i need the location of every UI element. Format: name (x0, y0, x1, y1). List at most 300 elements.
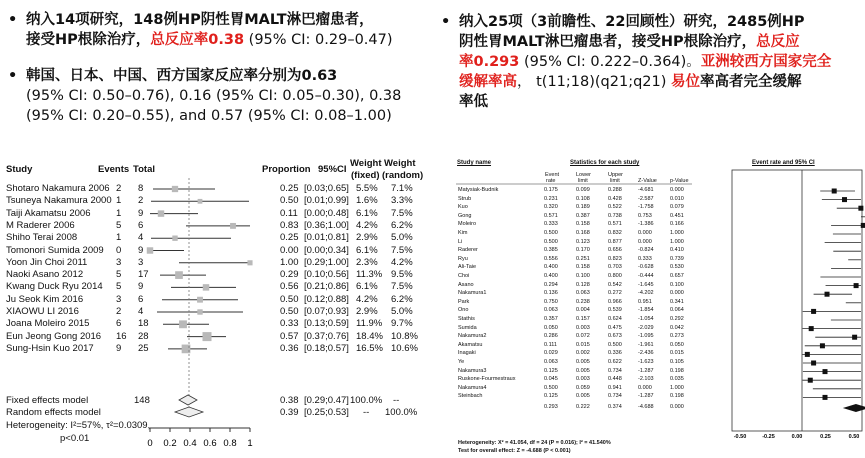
study-name: Ye (458, 359, 465, 365)
column-header-weight-fixed: Weight (350, 158, 382, 169)
z-value: -1.095 (638, 333, 654, 340)
study-name: Li (458, 238, 463, 245)
z-value: -2.103 (638, 376, 654, 383)
study-name: Gong (458, 212, 472, 219)
column-header-weight-random: Weight (384, 158, 416, 169)
total-value: 8 (138, 183, 144, 194)
upper-limit-value: 0.622 (608, 359, 622, 365)
x-tick-label: -0.25 (762, 434, 775, 440)
weight-random-value: 7.5% (391, 207, 413, 219)
p-value: 0.341 (670, 298, 684, 305)
total-value: 2 (138, 195, 144, 207)
column-header-study: Study (6, 164, 33, 175)
column-header-event-rate-ci: Event rate and 95% CI (752, 160, 815, 166)
point-estimate-square (175, 271, 183, 279)
lower-limit-value: 0.387 (576, 212, 590, 219)
point-estimate-square (820, 343, 825, 348)
study-name: Kwang Duck Ryu 2014 (6, 281, 103, 293)
study-name: Ryu (458, 255, 468, 262)
heterogeneity-text: Heterogeneity: X² = 41.054, df = 24 (P = 0.016); I² = 41.540% (458, 440, 611, 446)
x-tick-label: -0.50 (733, 434, 747, 440)
weight-fixed-value: 5.5% (356, 183, 378, 194)
heterogeneity-line-1: Heterogeneity: I²=57%, τ²=0.0309, (6, 420, 151, 431)
z-value: -0.824 (638, 247, 654, 254)
lower-limit-value: 0.005 (576, 393, 590, 400)
weight-fixed-value: 2.9% (356, 232, 378, 244)
proportion-value: 0.11 (280, 207, 298, 219)
point-estimate-square (852, 335, 857, 340)
ci-value: [0.13;0.59] (304, 318, 349, 330)
event-rate-value: 0.385 (544, 247, 558, 254)
upper-limit-value: 0.539 (608, 307, 622, 314)
z-value: -4.202 (638, 290, 654, 297)
weight-random-value: 7.5% (391, 244, 413, 256)
text-span: 率高者完全缓解 (700, 74, 802, 90)
z-value: -2.029 (638, 324, 654, 331)
event-rate-value: 0.333 (544, 221, 558, 228)
event-rate-value: 0.294 (544, 281, 558, 288)
proportion-value: 0.33 (280, 318, 299, 330)
column-header-ci: 95%CI (318, 164, 347, 175)
point-estimate-square (823, 395, 828, 400)
right-forest-plot (452, 150, 865, 458)
fixed-effects-weight-fixed: 100.0% (350, 395, 383, 406)
point-estimate-square (854, 283, 859, 288)
weight-fixed-value: 1.6% (356, 195, 378, 207)
event-rate-value: 0.320 (544, 204, 558, 211)
proportion-value: 0.50 (280, 195, 299, 207)
event-rate-value: 0.357 (544, 316, 558, 322)
z-value: -1.054 (638, 316, 654, 322)
study-name: Naoki Asano 2012 (6, 269, 84, 281)
event-rate-value: 0.125 (544, 393, 558, 400)
weight-fixed-value: 11.9% (356, 318, 383, 330)
z-value: 0.000 (638, 230, 652, 236)
study-name: Nakamura3 (458, 367, 487, 374)
upper-limit-value: 0.448 (608, 376, 622, 383)
point-estimate-square (172, 186, 178, 192)
lower-limit-value: 0.005 (576, 359, 590, 365)
column-header-weight-fixed-sub: (fixed) (351, 170, 380, 181)
p-value: 0.050 (670, 341, 684, 348)
column-header-study-name: Study name (457, 160, 492, 166)
z-value: -2.436 (638, 350, 654, 357)
lower-limit-value: 0.003 (576, 376, 590, 383)
total-value: 17 (138, 269, 149, 281)
weight-fixed-value: 18.4% (356, 330, 383, 342)
p-value: 0.079 (670, 204, 684, 211)
column-header-lower-sub: limit (578, 178, 588, 184)
total-value: 9 (138, 244, 144, 256)
point-estimate-square (842, 197, 847, 202)
ci-value: [0.00;0.34] (304, 244, 349, 256)
study-name: Nakamura4 (458, 384, 487, 391)
weight-fixed-value: 6.1% (356, 281, 378, 293)
event-rate-value: 0.500 (544, 384, 558, 391)
study-name: Choi (458, 273, 470, 279)
highlight-span: 总反应率0.38 (150, 32, 245, 48)
events-value: 3 (116, 256, 122, 268)
left-bullet-2-line-2: (95% CI: 0.50–0.76), 0.16 (95% CI: 0.05–0.30), 0.38 (26, 88, 402, 104)
lower-limit-value: 0.170 (576, 247, 590, 254)
upper-limit-value: 0.966 (608, 298, 622, 305)
point-estimate-square (861, 223, 865, 228)
study-name: Park (458, 298, 470, 305)
z-value: 0.000 (638, 384, 652, 391)
lower-limit-value: 0.015 (576, 341, 590, 348)
proportion-value: 0.83 (280, 219, 299, 231)
study-name: Ali-Taie (458, 264, 477, 271)
proportion-value: 0.00 (280, 244, 299, 256)
upper-limit-value: 0.336 (608, 350, 622, 357)
p-value: 1.000 (670, 230, 684, 236)
x-tick-label: 0.25 (820, 434, 831, 440)
upper-limit-value: 0.832 (608, 230, 622, 236)
study-name: Matysiak-Budnik (458, 187, 499, 193)
upper-limit-value: 0.288 (608, 187, 622, 193)
overall-effect-text: Test for overall effect: Z = -4.688 (P < 0.001) (458, 448, 571, 454)
study-name: Ju Seok Kim 2016 (6, 293, 84, 305)
p-value: 0.105 (670, 359, 684, 365)
p-value: 0.100 (670, 281, 684, 288)
events-value: 6 (116, 318, 122, 330)
event-rate-value: 0.500 (544, 230, 558, 236)
proportion-value: 0.36 (280, 342, 299, 354)
p-value: 0.000 (670, 187, 684, 193)
point-estimate-square (811, 309, 816, 314)
point-estimate-square (808, 378, 813, 383)
plot-frame (732, 170, 862, 431)
column-header-event-rate: Event (545, 172, 560, 178)
lower-limit-value: 0.005 (576, 367, 590, 374)
right-bullet-line-2 (459, 32, 831, 52)
point-estimate-square (832, 189, 837, 194)
x-tick-label: 0.8 (223, 438, 237, 449)
events-value: 1 (116, 232, 122, 244)
events-value: 0 (116, 244, 122, 256)
p-value: 0.273 (670, 333, 684, 340)
events-value: 5 (116, 219, 122, 231)
upper-limit-value: 0.941 (608, 384, 622, 391)
event-rate-value: 0.750 (544, 298, 558, 305)
event-rate-value: 0.063 (544, 307, 558, 314)
ci-value: [0.00;0.48] (304, 207, 349, 219)
proportion-value: 0.29 (280, 269, 299, 281)
study-name: Kuo (458, 204, 468, 211)
z-value: -1.645 (638, 281, 654, 288)
text-span: (95% CI: 0.222–0.364)。 (519, 54, 701, 70)
ci-value: [0.03;0.65] (304, 183, 349, 194)
events-value: 5 (116, 269, 122, 281)
summary-event-rate: 0.293 (544, 404, 558, 410)
point-estimate-square (197, 297, 203, 303)
event-rate-value: 0.556 (544, 255, 558, 262)
weight-random-value: 9.7% (391, 318, 413, 330)
total-value: 4 (138, 306, 144, 317)
p-value: 0.530 (670, 264, 684, 271)
column-header-statistics: Statistics for each study (570, 160, 640, 166)
proportion-value: 0.50 (280, 306, 299, 317)
lower-limit-value: 0.003 (576, 324, 590, 331)
proportion-value: 0.56 (280, 281, 299, 293)
proportion-value: 0.50 (280, 293, 299, 305)
ci-value: [0.37;0.76] (304, 330, 349, 342)
weight-random-value: 7.5% (391, 281, 413, 293)
fixed-effect-diamond (179, 395, 197, 405)
p-value: 0.410 (670, 247, 684, 254)
column-header-weight-random-sub: (random) (382, 170, 424, 181)
study-name: Nakamura2 (458, 333, 487, 340)
p-value: 1.000 (670, 384, 684, 391)
p-value: 0.064 (670, 307, 684, 314)
p-value: 1.000 (670, 238, 684, 245)
upper-limit-value: 0.734 (608, 367, 622, 374)
random-effects-ci: [0.25;0.53] (304, 407, 349, 418)
event-rate-value: 0.400 (544, 273, 558, 279)
events-value: 16 (116, 330, 127, 342)
event-rate-value: 0.045 (544, 376, 558, 383)
study-name: Shotaro Nakamura 2006 (6, 183, 110, 194)
x-tick-label: 0.2 (163, 438, 177, 449)
weight-random-value: 6.2% (391, 219, 413, 231)
summary-p: 0.000 (670, 404, 684, 410)
fixed-effects-label: Fixed effects model (6, 395, 89, 406)
lower-limit-value: 0.108 (576, 195, 590, 202)
study-name: Shiho Terai 2008 (6, 232, 78, 244)
events-value: 1 (116, 195, 122, 207)
ci-value: [0.01;0.99] (304, 195, 349, 207)
left-bullet-1 (8, 10, 393, 50)
column-header-events: Events (98, 164, 130, 175)
x-tick-label: 0.50 (848, 434, 860, 440)
study-name: Raderer (458, 247, 478, 254)
event-rate-value: 0.231 (544, 195, 558, 202)
upper-limit-value: 0.656 (608, 247, 622, 254)
left-bullet-2 (8, 66, 402, 126)
p-value: 0.198 (670, 393, 684, 400)
study-name: Yoon Jin Choi 2011 (6, 256, 88, 268)
right-bullet-line-5: 率低 (459, 94, 488, 110)
point-estimate-square (809, 326, 814, 331)
lower-limit-value: 0.128 (576, 281, 590, 288)
lower-limit-value: 0.157 (576, 316, 590, 322)
study-name: Moleiro (458, 221, 477, 228)
z-value: -1.758 (638, 204, 654, 211)
p-value: 0.451 (670, 212, 684, 219)
bullet-dot: • (8, 12, 18, 28)
column-header-upper-sub: limit (610, 178, 620, 184)
lower-limit-value: 0.168 (576, 230, 590, 236)
proportion-value: 0.25 (280, 183, 299, 194)
study-name: Stathis (458, 316, 475, 322)
lower-limit-value: 0.063 (576, 290, 590, 297)
proportion-value: 0.57 (280, 330, 299, 342)
x-tick-label: 0 (147, 438, 153, 449)
x-tick-label: 0.4 (183, 438, 197, 449)
z-value: -1.623 (638, 359, 654, 365)
ci-value: [0.01;0.81] (304, 232, 349, 244)
study-name: Steinbach (458, 393, 483, 400)
ci-value: [0.10;0.56] (304, 269, 349, 281)
study-name: Ono (458, 307, 469, 314)
column-header-z-value: Z-Value (638, 178, 657, 184)
upper-limit-value: 0.800 (608, 273, 622, 279)
total-value: 18 (138, 318, 149, 330)
z-value: -0.444 (638, 273, 654, 279)
events-value: 3 (116, 293, 122, 305)
ci-value: [0.21;0.86] (304, 281, 349, 293)
p-value: 0.292 (670, 316, 684, 322)
ci-value: [0.29;1.00] (304, 256, 349, 268)
study-name: Nakamura1 (458, 290, 487, 297)
study-name: Tomonori Sumida 2009 (6, 244, 104, 256)
summary-z: -4.688 (638, 404, 654, 410)
total-value: 25 (138, 342, 149, 354)
weight-fixed-value: 11.3% (356, 269, 383, 281)
lower-limit-value: 0.251 (576, 255, 590, 262)
study-name: Inagaki (458, 350, 476, 357)
column-header-proportion: Proportion (262, 164, 311, 175)
point-estimate-square (811, 361, 816, 366)
text-span: 接受HP根除治疗， (26, 32, 151, 48)
study-name: Joana Moleiro 2015 (6, 318, 90, 330)
lower-limit-value: 0.004 (576, 307, 590, 314)
event-rate-value: 0.111 (544, 341, 557, 348)
point-estimate-square (202, 332, 211, 341)
event-rate-value: 0.571 (544, 212, 558, 219)
ci-value: [0.12;0.88] (304, 293, 349, 305)
weight-fixed-value: 6.1% (356, 207, 378, 219)
events-value: 2 (116, 306, 122, 317)
upper-limit-value: 0.475 (608, 324, 622, 331)
ci-value: [0.18;0.57] (304, 342, 349, 354)
study-name: Tsuneya Nakamura 2000 (6, 195, 112, 207)
highlight-span: 缓解率高 (459, 74, 517, 90)
event-rate-value: 0.286 (544, 333, 558, 340)
weight-random-value: 10.6% (391, 342, 418, 354)
lower-limit-value: 0.002 (576, 350, 590, 357)
study-name: M Raderer 2006 (6, 219, 75, 231)
z-value: -1.386 (638, 221, 654, 228)
study-name: Eun Jeong Gong 2016 (6, 330, 102, 342)
z-value: 0.753 (638, 212, 652, 219)
z-value: -1.854 (638, 307, 654, 314)
x-tick-label: 0.6 (203, 438, 217, 449)
text-span: ， t(11;18)(q21;q21) (517, 74, 672, 90)
z-value: -1.961 (638, 341, 654, 348)
study-name: Strub (458, 195, 472, 202)
point-estimate-square (247, 260, 252, 265)
point-estimate-square (197, 309, 202, 314)
weight-random-value: 6.2% (391, 293, 413, 305)
column-header-total: Total (133, 164, 155, 175)
point-estimate-square (158, 210, 164, 216)
summary-upper: 0.374 (608, 404, 622, 410)
fixed-effects-weight-random: -- (393, 395, 400, 406)
column-header-lower: Lower (576, 172, 591, 178)
z-value: 0.000 (638, 238, 652, 245)
p-value: 0.739 (670, 255, 684, 262)
lower-limit-value: 0.059 (576, 384, 590, 391)
left-bullet-2-line-3: (95% CI: 0.20–0.55), and 0.57 (95% CI: 0.08–1.00) (26, 108, 392, 124)
events-value: 2 (116, 183, 122, 194)
bullet-dot: • (8, 68, 18, 84)
events-value: 9 (116, 342, 122, 354)
fixed-effects-total: 148 (134, 395, 150, 406)
z-value: -4.681 (638, 187, 654, 193)
lower-limit-value: 0.158 (576, 264, 590, 271)
lower-limit-value: 0.189 (576, 204, 590, 211)
proportion-value: 0.25 (280, 232, 299, 244)
x-tick-label: 1 (247, 438, 253, 449)
text-span: (95% CI: 0.29–0.47) (244, 32, 393, 48)
total-value: 6 (138, 219, 144, 231)
lower-limit-value: 0.099 (576, 187, 590, 193)
weight-random-value: 10.8% (391, 330, 418, 342)
study-name: XIAOWU LI 2016 (6, 306, 79, 317)
weight-random-value: 9.5% (391, 269, 413, 281)
weight-fixed-value: 16.5% (356, 342, 383, 354)
upper-limit-value: 0.738 (608, 212, 622, 219)
z-value: -2.587 (638, 195, 654, 202)
lower-limit-value: 0.158 (576, 221, 590, 228)
random-effects-weight-fixed: -- (363, 407, 370, 418)
weight-fixed-value: 2.9% (356, 306, 378, 317)
summary-lower: 0.222 (576, 404, 590, 410)
right-forest-graph (452, 150, 865, 458)
point-estimate-square (147, 247, 153, 253)
weight-fixed-value: 4.2% (356, 293, 378, 305)
fixed-effects-proportion: 0.38 (280, 395, 299, 406)
random-effects-proportion: 0.39 (280, 407, 299, 418)
z-value: 0.333 (638, 255, 652, 262)
weight-random-value: 4.2% (391, 256, 413, 268)
study-name: Sung-Hsin Kuo 2017 (6, 342, 94, 354)
x-tick-label: 0.00 (791, 434, 803, 440)
right-bullet-line-4 (459, 72, 831, 92)
weight-random-value: 5.0% (391, 306, 413, 317)
p-value: 0.166 (670, 221, 684, 228)
p-value: 0.010 (670, 195, 684, 202)
proportion-value: 1.00 (280, 256, 299, 268)
bullet-dot: • (441, 14, 451, 30)
study-name: Akamatsu (458, 341, 483, 348)
point-estimate-square (823, 369, 828, 374)
z-value: -0.628 (638, 264, 654, 271)
event-rate-value: 0.050 (544, 324, 558, 331)
study-name: Sumida (458, 324, 477, 331)
upper-limit-value: 0.542 (608, 281, 622, 288)
event-rate-value: 0.136 (544, 290, 558, 297)
total-value: 9 (138, 281, 144, 293)
upper-limit-value: 0.624 (608, 316, 622, 322)
left-bullet-2-line-1: 韩国、日本、中国、西方国家反应率分别为0.63 (26, 68, 338, 84)
event-rate-value: 0.125 (544, 367, 558, 374)
highlight-span: 总反应 (756, 34, 800, 50)
study-name: Kim (458, 230, 468, 236)
column-header-event-rate-sub: rate (546, 178, 556, 184)
p-value: 0.035 (670, 376, 684, 383)
weight-random-value: 3.3% (391, 195, 413, 207)
right-bullet (441, 12, 832, 112)
p-value: 0.042 (670, 324, 684, 331)
z-value: -1.287 (638, 367, 654, 374)
random-effect-diamond (175, 407, 203, 417)
p-value: 0.015 (670, 350, 684, 357)
upper-limit-value: 0.571 (608, 221, 622, 228)
total-value: 3 (138, 256, 144, 268)
p-value: 0.657 (670, 273, 684, 279)
